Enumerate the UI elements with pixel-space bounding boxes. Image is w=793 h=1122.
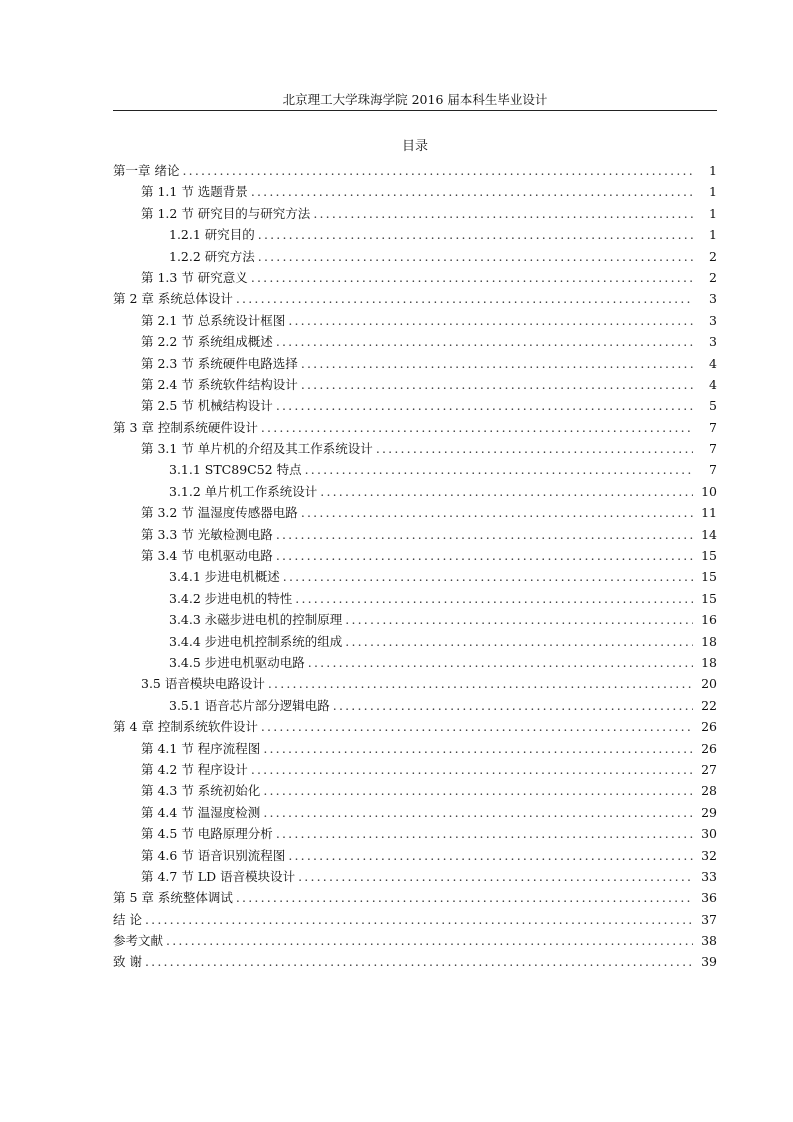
toc-leader-dots: [182, 160, 693, 181]
page-header: 北京理工大学珠海学院 2016 届本科生毕业设计: [282, 92, 548, 107]
toc-entry[interactable]: [113, 631, 717, 652]
toc-entry[interactable]: [113, 802, 717, 823]
toc-leader-dots: [308, 652, 693, 673]
toc-entry[interactable]: [113, 331, 717, 352]
toc-leader-dots: [276, 331, 693, 352]
toc-entry-page: 4: [709, 376, 717, 392]
toc-entry[interactable]: [113, 759, 717, 780]
toc-entry[interactable]: [113, 459, 717, 480]
toc-entry-label: 3.1.2 单片机工作系统设计: [169, 483, 318, 499]
toc-entry-page: 3: [709, 334, 717, 350]
toc-entry[interactable]: [113, 823, 717, 844]
toc-entry-page: 26: [701, 719, 717, 735]
toc-entry[interactable]: [113, 738, 717, 759]
toc-entry[interactable]: [113, 588, 717, 609]
toc-entry-label: 第 2.3 节 系统硬件电路选择: [141, 355, 298, 371]
toc-entry-label: 3.5 语音模块电路设计: [141, 676, 265, 692]
toc-leader-dots: [288, 310, 693, 331]
toc-entry[interactable]: [113, 438, 717, 459]
toc-entry[interactable]: [113, 652, 717, 673]
toc-entry-page: 20: [701, 676, 717, 692]
toc-leader-dots: [345, 631, 693, 652]
toc-entry[interactable]: [113, 545, 717, 566]
toc-entry[interactable]: [113, 887, 717, 908]
toc-entry-label: 第 2.4 节 系统软件结构设计: [141, 376, 298, 392]
toc-leader-dots: [276, 395, 693, 416]
toc-leader-dots: [301, 353, 693, 374]
toc-entry-label: 第 2.2 节 系统组成概述: [141, 334, 273, 350]
toc-entry-page: 22: [701, 697, 717, 713]
toc-entry-page: 16: [701, 612, 717, 628]
toc-entry-label: 第 2 章 系统总体设计: [113, 291, 233, 307]
toc-entry[interactable]: [113, 695, 717, 716]
toc-entry-label: 第 1.2 节 研究目的与研究方法: [141, 205, 311, 221]
toc-entry-page: 2: [709, 269, 717, 285]
toc-entry-label: 参考文献: [113, 933, 164, 949]
toc-leader-dots: [251, 759, 693, 780]
toc-entry-page: 14: [701, 526, 717, 542]
toc-entry[interactable]: [113, 246, 717, 267]
toc-entry-page: 15: [701, 590, 717, 606]
toc-leader-dots: [295, 588, 693, 609]
toc-leader-dots: [263, 802, 693, 823]
toc-entry-page: 1: [709, 163, 717, 178]
toc-leader-dots: [263, 738, 693, 759]
toc-leader-dots: [251, 181, 693, 202]
toc-leader-dots: [258, 246, 693, 267]
toc-entry-label: 致 谢: [113, 954, 142, 970]
toc-leader-dots: [166, 930, 693, 951]
toc-entry-label: 3.5.1 语音芯片部分逻辑电路: [169, 697, 330, 713]
toc-leader-dots: [236, 288, 693, 309]
toc-entry[interactable]: [113, 845, 717, 866]
toc-leader-dots: [268, 673, 693, 694]
toc-entry-page: 26: [701, 740, 717, 756]
toc-entry-label: 第 3.1 节 单片机的介绍及其工作系统设计: [141, 441, 373, 457]
toc-entry-label: 第 4.3 节 系统初始化: [141, 783, 261, 799]
toc-entry-page: 15: [701, 569, 717, 585]
toc-entry[interactable]: [113, 267, 717, 288]
toc-entry-page: 5: [709, 398, 717, 414]
toc-entry-label: 第 4.1 节 程序流程图: [141, 740, 261, 756]
toc-leader-dots: [376, 438, 693, 459]
toc-leader-dots: [301, 374, 693, 395]
toc-leader-dots: [258, 224, 693, 245]
toc-entry-label: 第 2.5 节 机械结构设计: [141, 398, 273, 414]
toc-entry-label: 第 4.2 节 程序设计: [141, 761, 248, 777]
toc-entry-label: 3.1.1 STC89C52 特点: [169, 462, 302, 478]
toc-entry-label: 3.4.5 步进电机驱动电路: [169, 654, 305, 670]
toc-entry[interactable]: [113, 524, 717, 545]
toc-leader-dots: [301, 502, 693, 523]
toc-leader-dots: [276, 545, 693, 566]
toc-entry-page: 32: [701, 847, 717, 863]
toc-entry-page: 37: [701, 911, 717, 927]
toc-entry-label: 结 论: [113, 911, 142, 927]
toc-entry[interactable]: [113, 481, 717, 502]
toc-leader-dots: [320, 481, 693, 502]
toc-entry[interactable]: [113, 930, 717, 951]
toc-entry-label: 第 4.4 节 温湿度检测: [141, 804, 261, 820]
toc-leader-dots: [283, 566, 693, 587]
toc-entry-page: 3: [709, 291, 717, 307]
toc-entry[interactable]: [113, 203, 717, 224]
toc-leader-dots: [251, 267, 693, 288]
toc-entry-page: 7: [709, 462, 717, 478]
toc-entry-label: 第 5 章 系统整体调试: [113, 890, 233, 906]
toc-entry-page: 38: [701, 933, 717, 949]
toc-entry-label: 1.2.1 研究目的: [169, 227, 255, 243]
toc-entry[interactable]: [113, 716, 717, 737]
toc-leader-dots: [276, 823, 693, 844]
toc-entry-page: 1: [709, 205, 717, 221]
toc-entry-page: 3: [709, 312, 717, 328]
toc-entry-label: 第 4.7 节 LD 语音模块设计: [141, 868, 296, 884]
toc-leader-dots: [261, 716, 693, 737]
toc-entry-label: 3.4.1 步进电机概述: [169, 569, 280, 585]
toc-entry-label: 第一章 绪论: [113, 163, 180, 178]
toc-leader-dots: [263, 780, 693, 801]
toc-entry[interactable]: [113, 502, 717, 523]
toc-entry-page: 11: [701, 505, 717, 521]
toc-entry[interactable]: [113, 909, 717, 930]
toc-entry[interactable]: [113, 160, 717, 181]
toc-entry-page: 33: [701, 868, 717, 884]
toc-entry-label: 第 1.1 节 选题背景: [141, 184, 248, 200]
toc-entry[interactable]: [113, 224, 717, 245]
toc-entry-label: 1.2.2 研究方法: [169, 248, 255, 264]
toc-entry[interactable]: [113, 288, 717, 309]
toc-title: 目录: [401, 139, 428, 154]
toc-leader-dots: [333, 695, 693, 716]
toc-entry-page: 27: [701, 761, 717, 777]
toc-leader-dots: [145, 909, 693, 930]
toc-entry[interactable]: [113, 181, 717, 202]
toc-entry[interactable]: [113, 374, 717, 395]
toc-entry[interactable]: [113, 951, 717, 972]
toc-entry-label: 3.4.3 永磁步进电机的控制原理: [169, 612, 343, 628]
toc-entry[interactable]: [113, 395, 717, 416]
toc-entry[interactable]: [113, 417, 717, 438]
toc-leader-dots: [298, 866, 693, 887]
toc-entry-page: 18: [701, 654, 717, 670]
toc-entry-label: 第 2.1 节 总系统设计框图: [141, 312, 286, 328]
toc-entry-page: 1: [709, 227, 717, 243]
toc-leader-dots: [288, 845, 693, 866]
toc-entry-label: 3.4.4 步进电机控制系统的组成: [169, 633, 343, 649]
toc-leader-dots: [345, 609, 693, 630]
toc-entry-label: 第 3.4 节 电机驱动电路: [141, 548, 273, 564]
toc-entry-page: 1: [709, 184, 717, 200]
toc-entry-page: 18: [701, 633, 717, 649]
toc-entry-page: 7: [709, 441, 717, 457]
toc-entry-page: 30: [701, 826, 717, 842]
toc-entry-page: 15: [701, 548, 717, 564]
toc-entry-page: 28: [701, 783, 717, 799]
toc-leader-dots: [313, 203, 693, 224]
toc-entry[interactable]: [113, 609, 717, 630]
toc-entry-label: 第 4 章 控制系统软件设计: [113, 719, 258, 735]
toc-entry-label: 第 3.3 节 光敏检测电路: [141, 526, 273, 542]
toc-leader-dots: [276, 524, 693, 545]
toc-entry-label: 第 4.6 节 语音识别流程图: [141, 847, 286, 863]
toc-leader-dots: [305, 459, 693, 480]
toc-entry-label: 第 3 章 控制系统硬件设计: [113, 419, 258, 435]
table-of-contents: [113, 160, 717, 973]
toc-entry[interactable]: [113, 353, 717, 374]
toc-entry-label: 第 4.5 节 电路原理分析: [141, 826, 273, 842]
toc-leader-dots: [261, 417, 693, 438]
toc-entry-label: 3.4.2 步进电机的特性: [169, 590, 293, 606]
toc-entry-label: 第 1.3 节 研究意义: [141, 269, 248, 285]
toc-entry[interactable]: [113, 673, 717, 694]
toc-entry[interactable]: [113, 866, 717, 887]
toc-entry-page: 39: [701, 954, 717, 970]
toc-entry-page: 2: [709, 248, 717, 264]
toc-entry[interactable]: [113, 780, 717, 801]
toc-entry-page: 29: [701, 804, 717, 820]
toc-leader-dots: [236, 887, 693, 908]
toc-entry-page: 4: [709, 355, 717, 371]
toc-entry[interactable]: [113, 310, 717, 331]
toc-entry-page: 36: [701, 890, 717, 906]
toc-leader-dots: [145, 951, 693, 972]
header-divider: [113, 110, 717, 111]
toc-entry[interactable]: [113, 566, 717, 587]
toc-entry-page: 10: [701, 483, 717, 499]
toc-entry-label: 第 3.2 节 温湿度传感器电路: [141, 505, 298, 521]
toc-entry-page: 7: [709, 419, 717, 435]
